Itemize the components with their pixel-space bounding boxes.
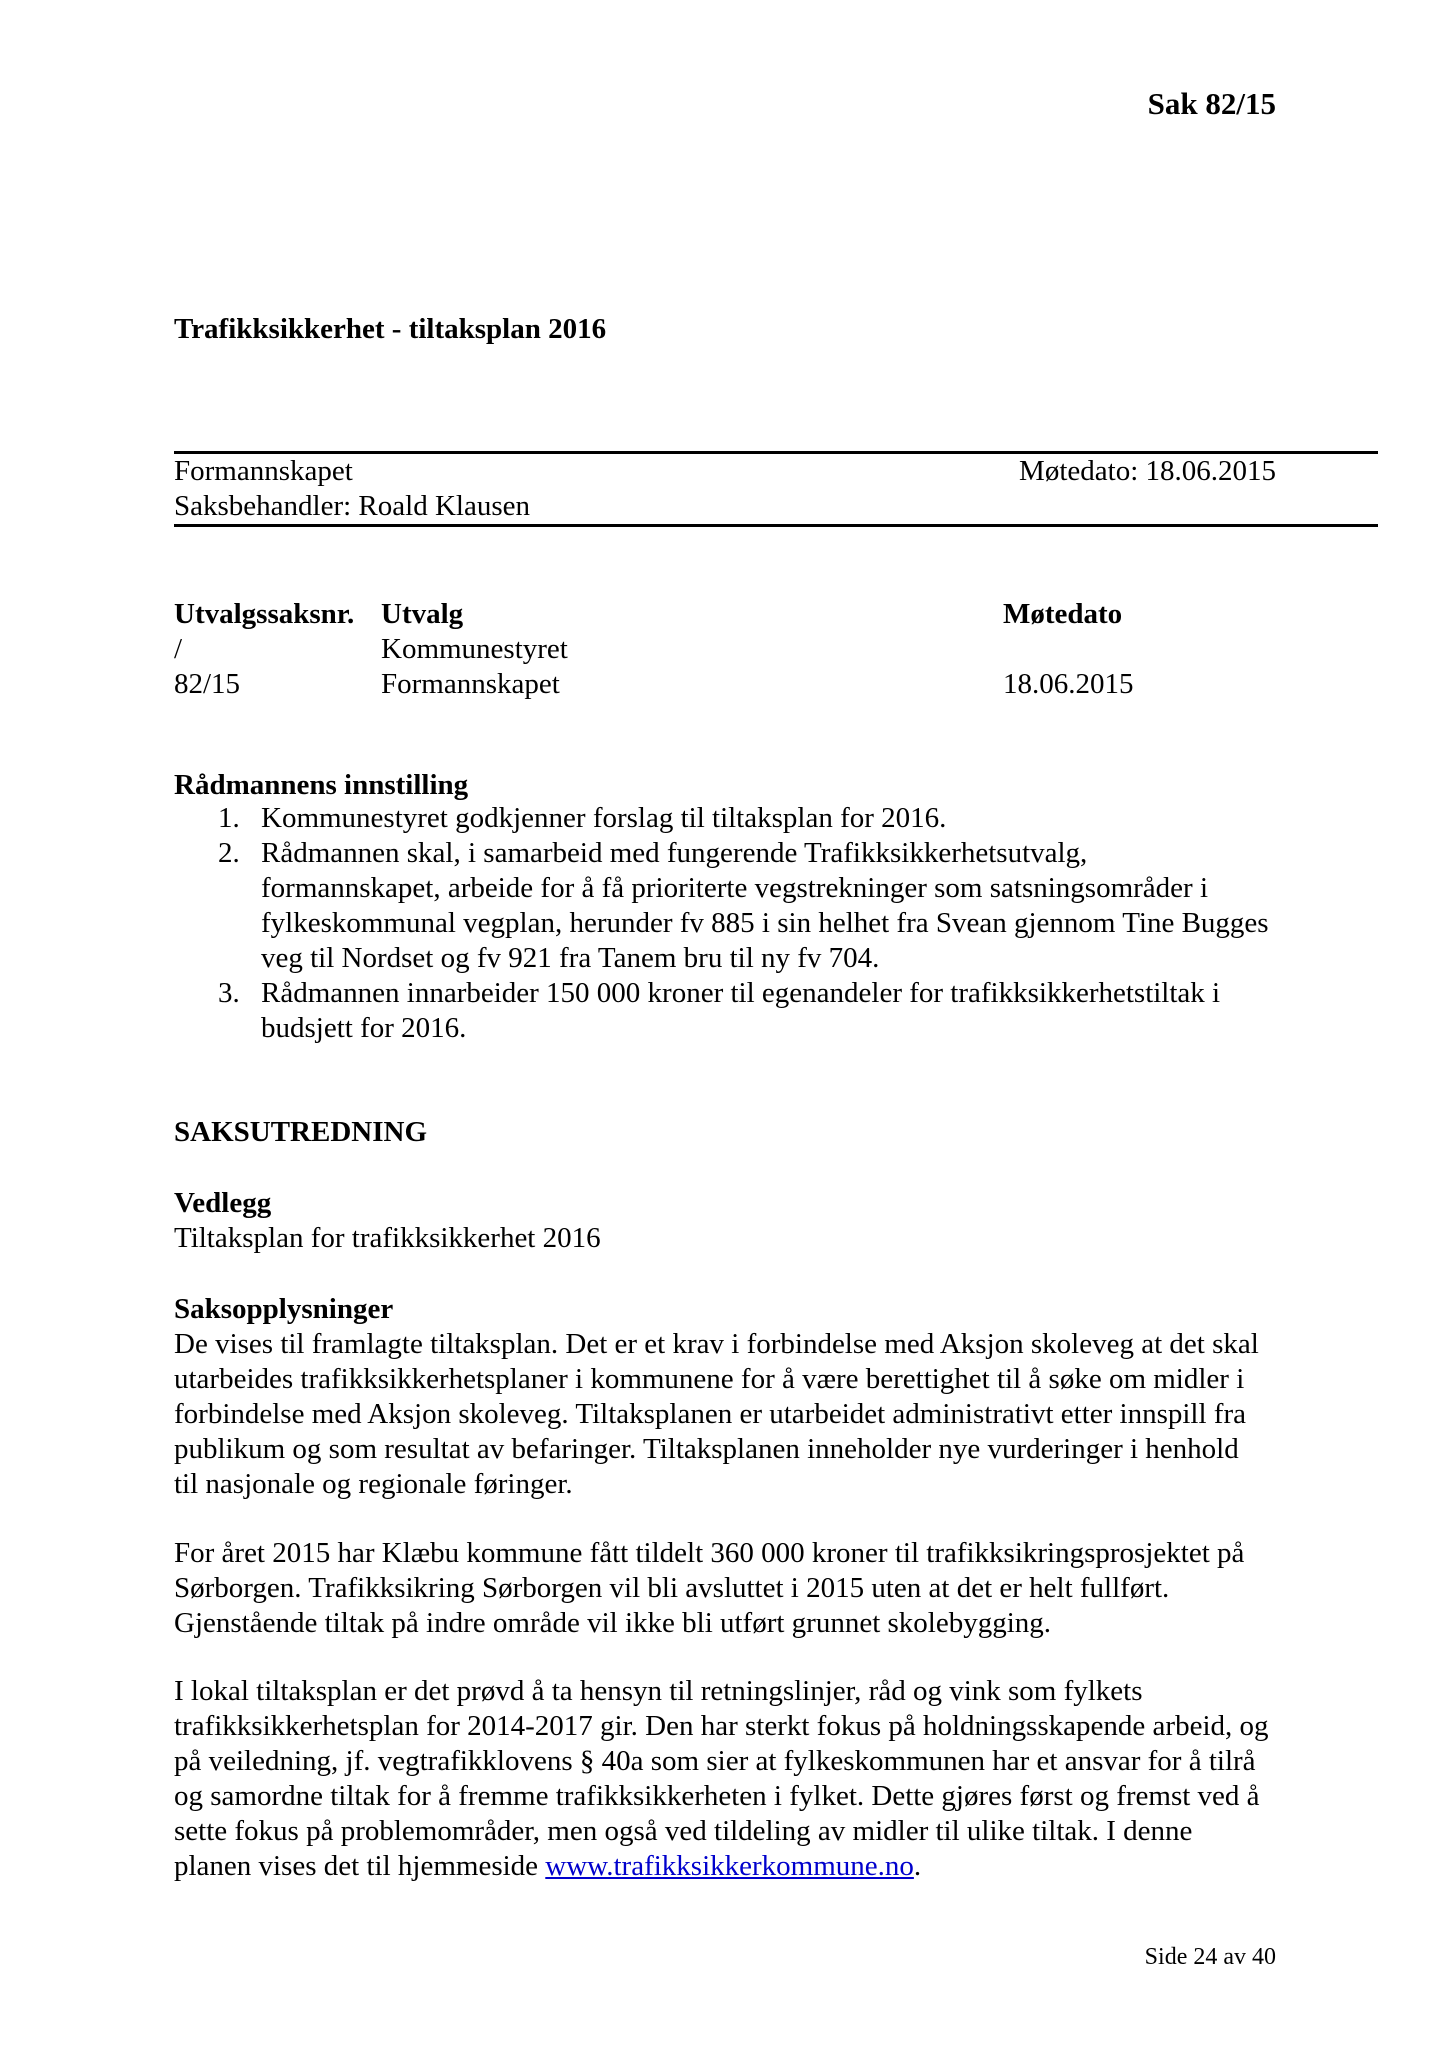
table-header-case-no: Utvalgssaksnr. <box>174 598 355 630</box>
recommendation-heading: Rådmannens innstilling <box>174 769 469 801</box>
list-line: formannskapet, arbeide for å få prioriterte vegstrekninger som satsningsområder i <box>261 872 1209 904</box>
table-row-1-committee: Kommunestyret <box>381 633 568 665</box>
attachments-heading: Vedlegg <box>174 1187 272 1219</box>
paragraph-line: publikum og som resultat av befaringer. Tiltaksplanen inneholder nye vurderinger i henhold <box>174 1433 1239 1465</box>
paragraph-line: forbindelse med Aksjon skoleveg. Tiltaksplanen er utarbeidet administrativt etter innspill fra <box>174 1398 1246 1430</box>
paragraph-line: på veiledning, jf. vegtrafikklovens § 40a som sier at fylkeskommunen har et ansvar for å tilrå <box>174 1745 1256 1777</box>
website-link[interactable]: www.trafikksikkerkommune.no <box>545 1850 914 1882</box>
case-info-paragraph-3 <box>174 1674 1299 1884</box>
table-row-1-case-no: / <box>174 633 183 665</box>
table-row-2-meeting-date: 18.06.2015 <box>1003 668 1134 700</box>
table-row-2-committee: Formannskapet <box>381 668 560 700</box>
link-prefix: planen vises det til hjemmeside <box>174 1850 546 1882</box>
paragraph-line: utarbeides trafikksikkerhetsplaner i kommunene for å være berettighet til å søke om midler i <box>174 1363 1245 1395</box>
case-reference: Sak 82/15 <box>1147 86 1276 121</box>
list-line: budsjett for 2016. <box>261 1012 467 1044</box>
recommendation-list <box>174 801 1334 1046</box>
list-line: Rådmannen skal, i samarbeid med fungerende Trafikksikkerhetsutvalg, <box>261 837 1088 869</box>
document-title: Trafikksikkerhet - tiltaksplan 2016 <box>174 313 607 345</box>
list-number: 1. <box>218 802 240 834</box>
paragraph-line: trafikksikkerhetsplan for 2014-2017 gir. Den har sterkt fokus på holdningsskapende arbeid, og <box>174 1710 1269 1742</box>
recommendation-item-1 <box>174 801 1334 836</box>
list-line: fylkeskommunal vegplan, herunder fv 885 i sin helhet fra Svean gjennom Tine Bugges <box>261 907 1269 939</box>
list-line: Rådmannen innarbeider 150 000 kroner til egenandeler for trafikksikkerhetstiltak i <box>261 977 1221 1009</box>
meta-meeting-date: Møtedato: 18.06.2015 <box>1019 455 1276 487</box>
list-line: veg til Nordset og fv 921 fra Tanem bru til ny fv 704. <box>261 942 880 974</box>
paragraph-line: Gjenstående tiltak på indre område vil ikke bli utført grunnet skolebygging. <box>174 1607 1052 1639</box>
recommendation-item-2 <box>174 836 1334 976</box>
attachments-text: Tiltaksplan for trafikksikkerhet 2016 <box>174 1222 601 1254</box>
table-header-committee: Utvalg <box>381 598 464 630</box>
link-suffix: . <box>913 1850 922 1882</box>
list-number: 3. <box>218 977 240 1009</box>
paragraph-line: til nasjonale og regionale føringer. <box>174 1468 573 1500</box>
paragraph-line: For året 2015 har Klæbu kommune fått tildelt 360 000 kroner til trafikksikringsprosjektet på <box>174 1537 1245 1569</box>
paragraph-line: De vises til framlagte tiltaksplan. Det er et krav i forbindelse med Aksjon skoleveg at det skal <box>174 1328 1259 1360</box>
page-number: Side 24 av 40 <box>1144 1944 1276 1970</box>
table-row-2-case-no: 82/15 <box>174 668 241 700</box>
paragraph-line: og samordne tiltak for å fremme trafikksikkerheten i fylket. Dette gjøres først og fremst ved å <box>174 1780 1260 1812</box>
meta-case-officer: Saksbehandler: Roald Klausen <box>174 490 530 522</box>
list-line: Kommunestyret godkjenner forslag til tiltaksplan for 2016. <box>261 802 947 834</box>
case-info-paragraph-1 <box>174 1327 1299 1502</box>
recommendation-item-3 <box>174 976 1334 1046</box>
list-number: 2. <box>218 837 240 869</box>
paragraph-line <box>174 1849 1299 1884</box>
table-header-meeting-date: Møtedato <box>1003 598 1123 630</box>
paragraph-line: sette fokus på problemområder, men også ved tildeling av midler til ulike tiltak. I denne <box>174 1815 1193 1847</box>
case-info-paragraph-2 <box>174 1536 1299 1641</box>
case-info-heading: Saksopplysninger <box>174 1293 394 1325</box>
meta-body: Formannskapet <box>174 455 353 487</box>
paragraph-line: I lokal tiltaksplan er det prøvd å ta hensyn til retningslinjer, råd og vink som fylkets <box>174 1675 1143 1707</box>
paragraph-line: Sørborgen. Trafikksikring Sørborgen vil bli avsluttet i 2015 uten at det er helt fullført. <box>174 1572 1170 1604</box>
bottom-rule <box>174 524 1378 527</box>
section-heading: SAKSUTREDNING <box>174 1116 427 1148</box>
